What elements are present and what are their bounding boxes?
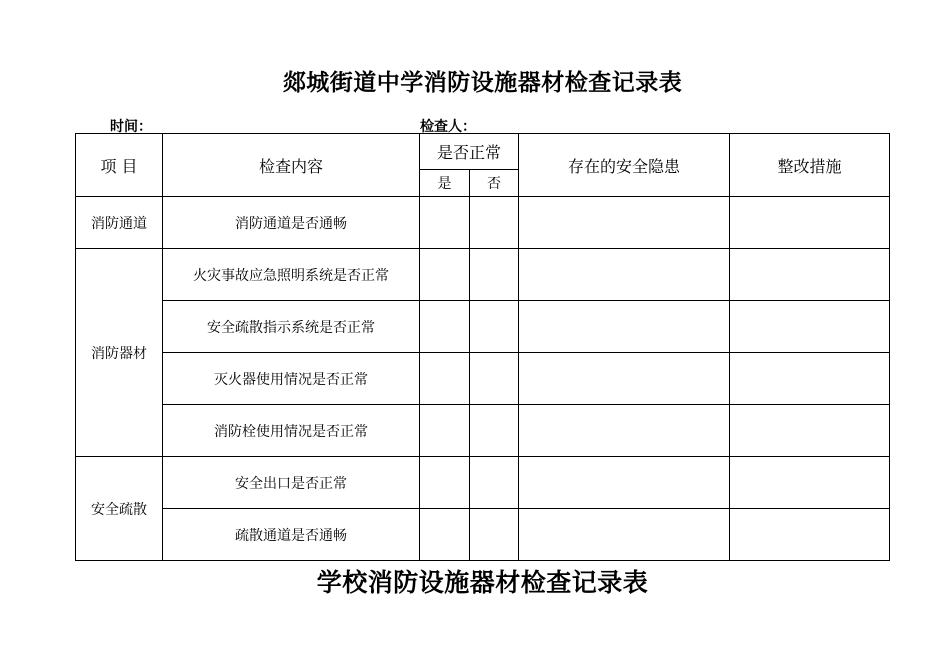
hazard-cell[interactable] bbox=[519, 353, 730, 405]
header-no: 否 bbox=[470, 170, 519, 197]
measure-cell[interactable] bbox=[730, 509, 890, 561]
table-row bbox=[76, 249, 890, 301]
hazard-cell[interactable] bbox=[519, 405, 730, 457]
time-label: 时间： bbox=[110, 119, 152, 135]
measure-cell[interactable] bbox=[730, 197, 890, 249]
inspector-label: 检查人： bbox=[420, 119, 476, 135]
no-cell[interactable] bbox=[470, 301, 519, 353]
check-content: 消防栓使用情况是否正常 bbox=[163, 405, 420, 457]
yes-cell[interactable] bbox=[420, 509, 470, 561]
measure-cell[interactable] bbox=[730, 405, 890, 457]
check-content: 灭火器使用情况是否正常 bbox=[163, 353, 420, 405]
hazard-cell[interactable] bbox=[519, 249, 730, 301]
check-content: 火灾事故应急照明系统是否正常 bbox=[163, 249, 420, 301]
yes-cell[interactable] bbox=[420, 405, 470, 457]
hazard-cell[interactable] bbox=[519, 197, 730, 249]
yes-cell[interactable] bbox=[420, 301, 470, 353]
group-name: 安全疏散 bbox=[76, 457, 163, 561]
table-row bbox=[76, 197, 890, 249]
measure-cell[interactable] bbox=[730, 353, 890, 405]
document-title: 郯城街道中学消防设施器材检查记录表 bbox=[282, 70, 683, 96]
table-row bbox=[76, 457, 890, 509]
header-item: 项 目 bbox=[76, 134, 163, 197]
table-row bbox=[76, 509, 890, 561]
no-cell[interactable] bbox=[470, 249, 519, 301]
no-cell[interactable] bbox=[470, 457, 519, 509]
table-row bbox=[76, 405, 890, 457]
no-cell[interactable] bbox=[470, 405, 519, 457]
header-yes: 是 bbox=[420, 170, 470, 197]
yes-cell[interactable] bbox=[420, 249, 470, 301]
group-name: 消防器材 bbox=[76, 249, 163, 457]
hazard-cell[interactable] bbox=[519, 509, 730, 561]
check-content: 消防通道是否通畅 bbox=[163, 197, 420, 249]
yes-cell[interactable] bbox=[420, 457, 470, 509]
inspection-table bbox=[75, 133, 890, 561]
group-name: 消防通道 bbox=[76, 197, 163, 249]
no-cell[interactable] bbox=[470, 197, 519, 249]
table-row bbox=[76, 301, 890, 353]
hazard-cell[interactable] bbox=[519, 301, 730, 353]
check-content: 安全出口是否正常 bbox=[163, 457, 420, 509]
table-row bbox=[76, 353, 890, 405]
footer-title: 学校消防设施器材检查记录表 bbox=[316, 568, 649, 597]
no-cell[interactable] bbox=[470, 353, 519, 405]
measure-cell[interactable] bbox=[730, 301, 890, 353]
hazard-cell[interactable] bbox=[519, 457, 730, 509]
yes-cell[interactable] bbox=[420, 353, 470, 405]
header-content: 检查内容 bbox=[163, 134, 420, 197]
measure-cell[interactable] bbox=[730, 457, 890, 509]
no-cell[interactable] bbox=[470, 509, 519, 561]
yes-cell[interactable] bbox=[420, 197, 470, 249]
header-normal: 是否正常 bbox=[420, 134, 519, 170]
measure-cell[interactable] bbox=[730, 249, 890, 301]
header-measures: 整改措施 bbox=[730, 134, 890, 197]
header-hazards: 存在的安全隐患 bbox=[519, 134, 730, 197]
check-content: 安全疏散指示系统是否正常 bbox=[163, 301, 420, 353]
check-content: 疏散通道是否通畅 bbox=[163, 509, 420, 561]
